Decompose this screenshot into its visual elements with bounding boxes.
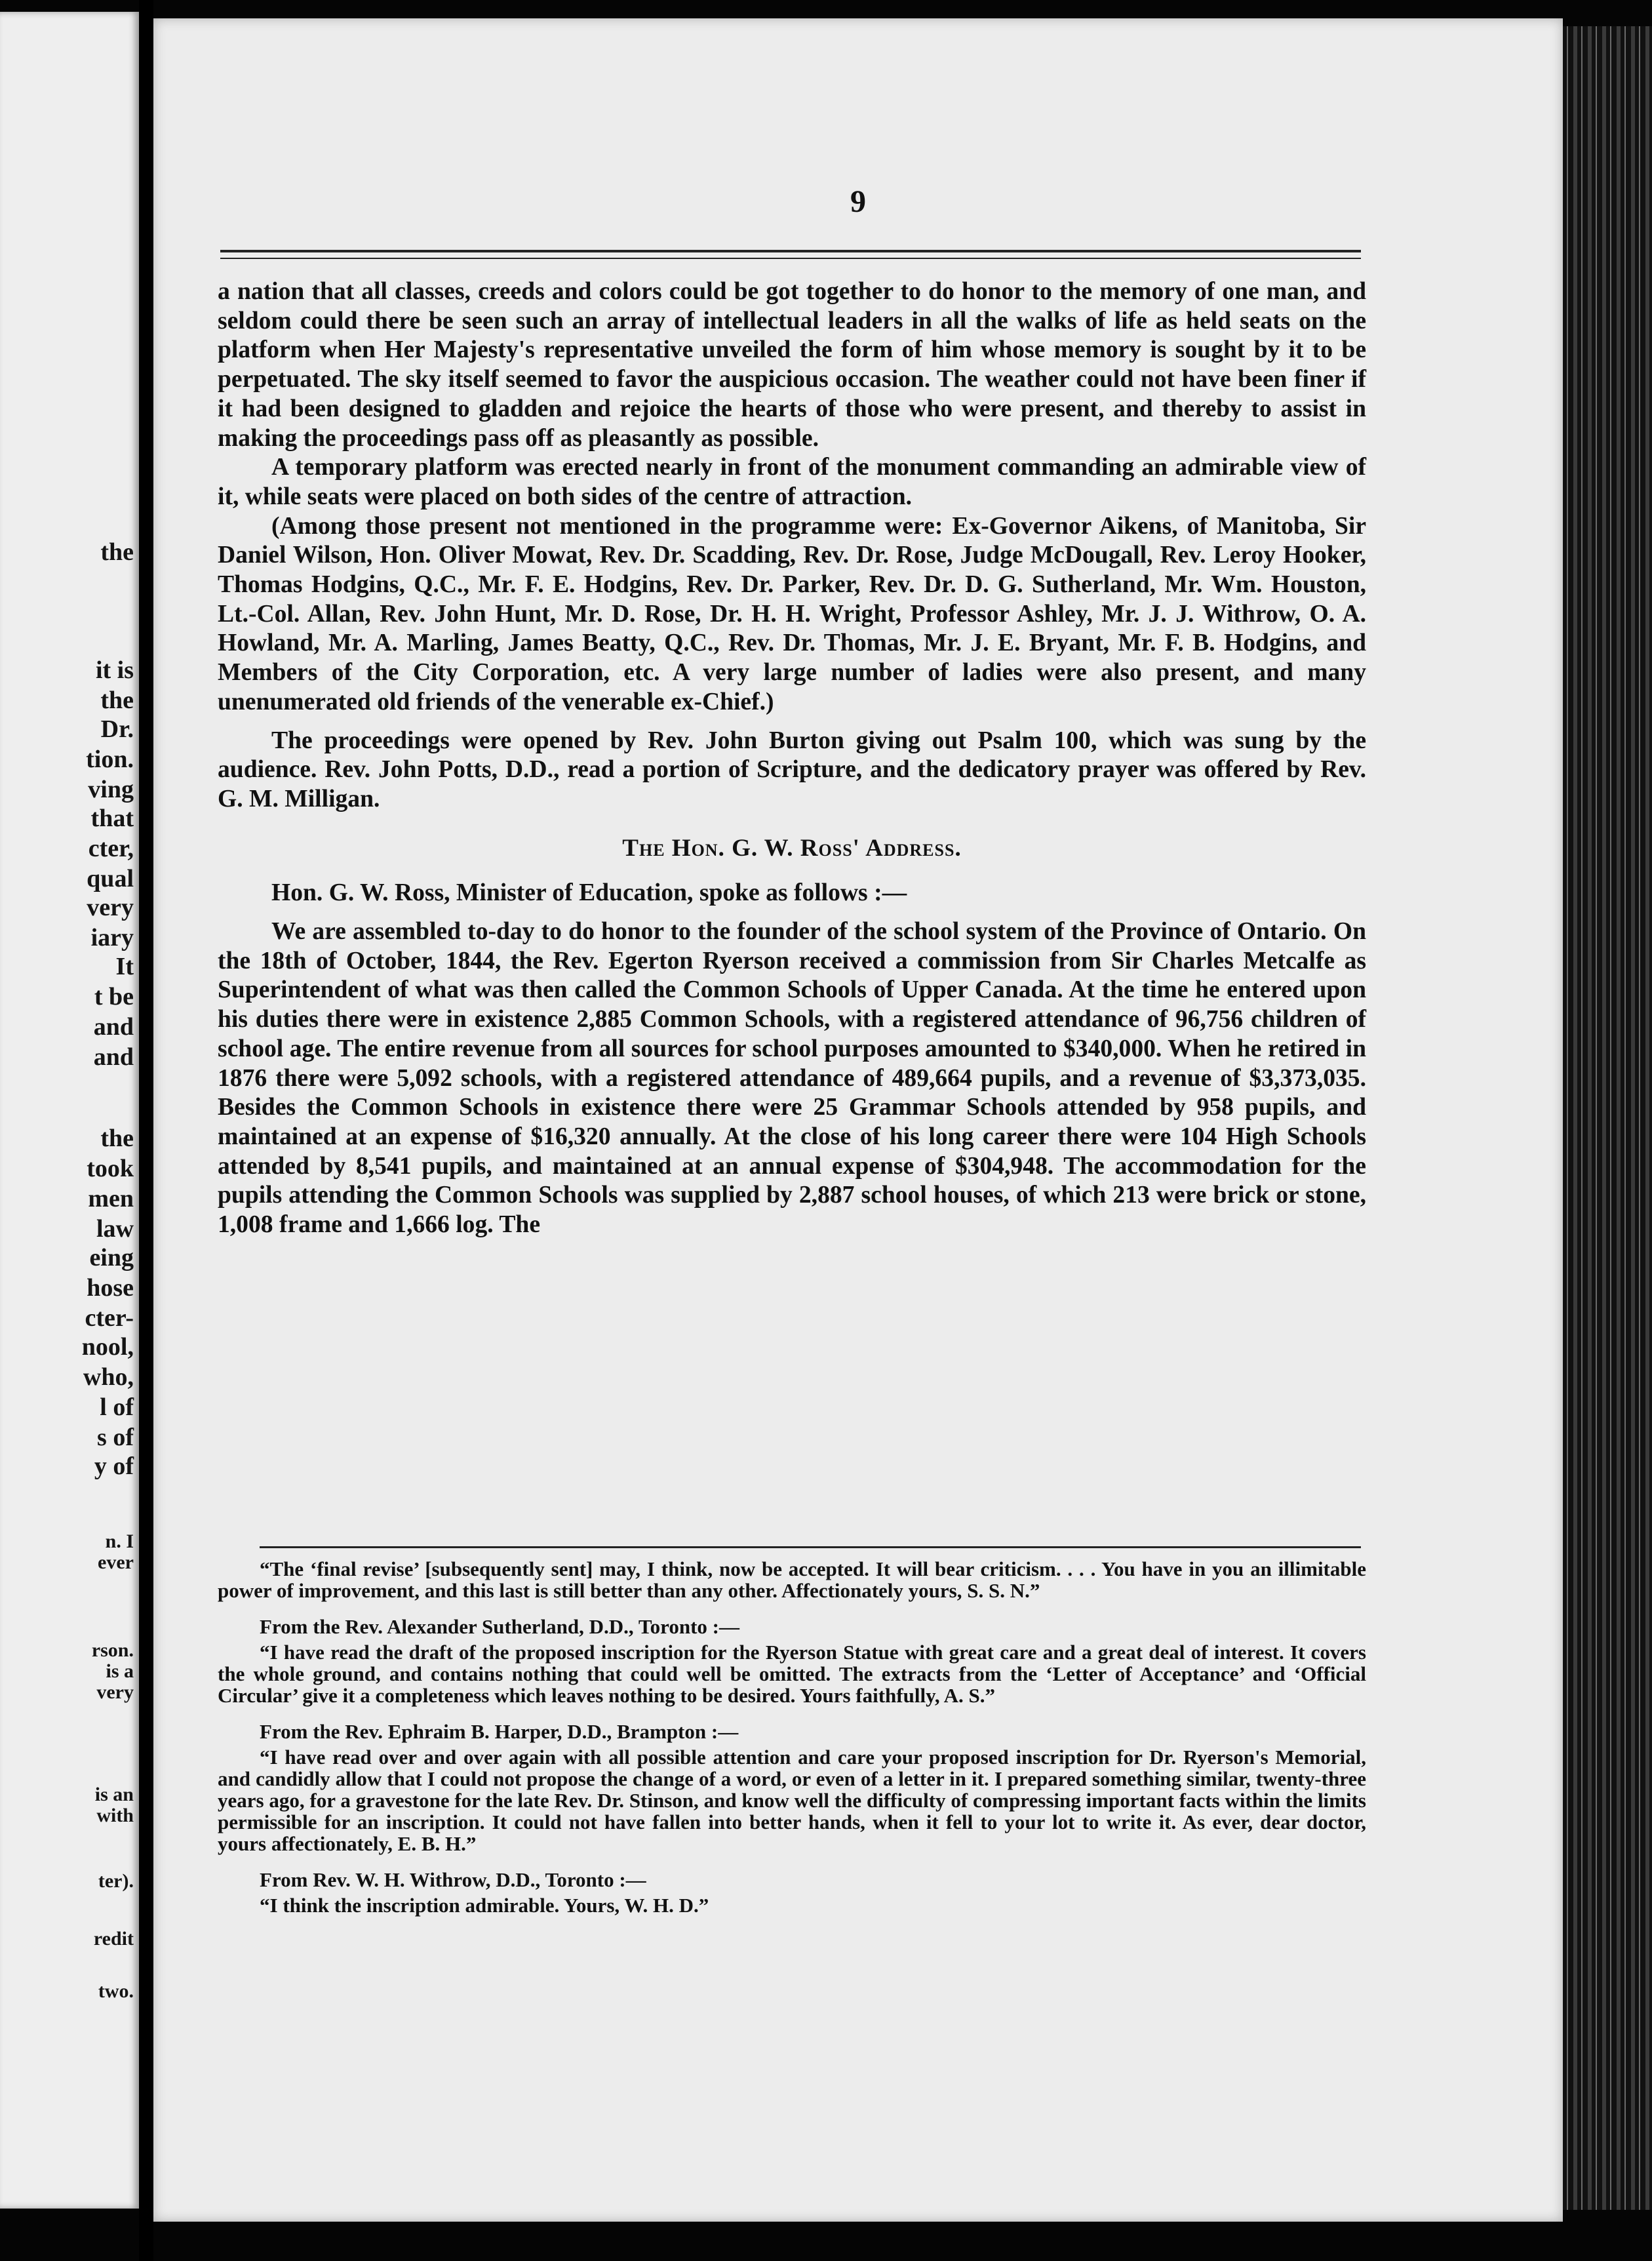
letter-text: “I think the inscription admirable. Yours, W. H. D.” — [260, 1894, 709, 1917]
paragraphs — [218, 277, 1366, 814]
left-page-fragment: is an — [94, 1784, 134, 1805]
left-page-fragment: n. I — [105, 1531, 134, 1552]
footnote-rule — [260, 1546, 1361, 1548]
letter-text: “I have read over and over again with all possible attention and care your proposed inscription for Dr. Ryerson's Memorial, and candidly allow that I could not propose the change of a word, or even of a letter in it. I prepared something similar, twenty-three years ago, for a gravestone for the late Rev. Dr. Stinson, and know well the difficulty of compressing important facts within the limits permissible for an inscription. It could not have fallen into better hands, when it fell to your lot to write it. As ever, dear doctor, yours affectionately, E. B. H.” — [218, 1746, 1366, 1855]
left-page-fragment: and — [93, 1013, 134, 1041]
left-page-fragment: the — [100, 538, 134, 566]
address-intro: Hon. G. W. Ross, Minister of Education, spoke as follows :— — [271, 879, 907, 907]
left-page-fragment: y of — [94, 1452, 134, 1480]
left-page-fragment: very — [96, 1681, 134, 1703]
letter-from-line: From Rev. W. H. Withrow, D.D., Toronto :— — [260, 1868, 646, 1891]
left-page-fragment: ter). — [98, 1870, 134, 1892]
main-page — [153, 18, 1563, 2222]
left-page-fragment: cter, — [88, 835, 134, 862]
letter-from-line: From the Rev. Ephraim B. Harper, D.D., Brampton :— — [260, 1720, 739, 1743]
left-page-fragment: l of — [100, 1393, 134, 1421]
body-paragraph: The proceedings were opened by Rev. John Burton giving out Psalm 100, which was sung by the audience. Rev. John Potts, D.D., read a portion of Scripture, and the dedicatory prayer was offered by Rev. G. M. Milligan. — [218, 727, 1366, 812]
left-page-fragment: ving — [88, 776, 134, 803]
left-page-fragment: with — [96, 1805, 134, 1826]
page-number: 9 — [850, 184, 866, 219]
footnote-opening-quote: “The ‘final revise’ [subsequently sent] may, I think, now be accepted. It will bear criticism. . . . You have in you an illimitable power of improvement, and this last is still better than any other. Affectionately yours, S. S. N.” — [218, 1557, 1366, 1602]
left-page-fragment: nool, — [81, 1333, 134, 1361]
left-page-fragment: eing — [89, 1244, 134, 1271]
left-facing-page — [0, 12, 139, 2209]
left-page-fragment: and — [93, 1043, 134, 1071]
book-gutter — [139, 0, 153, 2261]
left-page-fragment: qual — [87, 865, 134, 892]
left-page-fragment: law — [96, 1215, 134, 1243]
footnotes — [218, 1558, 1366, 1916]
left-page-fragment: took — [87, 1155, 134, 1182]
left-page-fragment: rson. — [91, 1639, 134, 1661]
left-page-fragment: It — [115, 953, 134, 980]
left-page-fragment: ever — [98, 1551, 134, 1573]
body-paragraph: A temporary platform was erected nearly in front of the monument commanding an admirable view of it, while seats were placed on both sides of the centre of attraction. — [218, 454, 1366, 510]
left-page-fragment: who, — [83, 1363, 134, 1391]
left-page-fragment: t be — [94, 983, 134, 1010]
left-page-fragment: tion. — [86, 746, 134, 773]
left-page-fragment: very — [87, 894, 134, 921]
body-paragraph: a nation that all classes, creeds and colors could be got together to do honor to the memory of one man, and seldom could there be seen such an array of intellectual leaders in all the walks of life as held seats on the platform when Her Majesty's representative unveiled the form of him whose memory is sought by it to be perpetuated. The sky itself seemed to favor the auspicious occasion. The weather could not have been finer if it had been designed to gladden and rejoice the hearts of those who were present, and thereby to assist in making the proceedings pass off as pleasantly as possible. — [218, 278, 1366, 452]
left-page-fragment: s of — [97, 1424, 134, 1451]
address-paragraph: We are assembled to-day to do honor to the founder of the school system of the Province of Ontario. On the 18th of October, 1844, the Rev. Egerton Ryerson received a commission from Sir Charles Metcalfe as Superintendent of what was then called the Common Schools of Upper Canada. At the time he entered upon his duties there were in existence 2,885 Common Schools, with a registered attendance of 96,756 children of school age. The entire revenue from all sources for school purposes amounted to $340,000. When he retired in 1876 there were 5,092 schools, with a registered attendance of 489,664 pupils, and a revenue of $3,373,035. Besides the Common Schools in existence there were 25 Grammar Schools attended by 958 pupils, and maintained at an expense of $16,320 annually. At the close of his long career there were 104 High Schools attended by 8,541 pupils, and maintained at an annual expense of $304,948. The accommodation for the pupils attending the Common Schools was supplied by 2,887 school houses, of which 213 were brick or stone, 1,008 frame and 1,666 log. The — [218, 918, 1366, 1239]
left-page-fragment: Dr. — [100, 715, 134, 743]
left-page-fragment: iary — [90, 924, 134, 951]
letter-from-line: From the Rev. Alexander Sutherland, D.D., Toronto :— — [260, 1615, 739, 1638]
letter-text: “I have read the draft of the proposed inscription for the Ryerson Statue with great care and a great deal of interest. It covers the whole ground, and contains nothing that could well be omitted. The extracts from the ‘Letter of Acceptance’ and ‘Official Circular’ give it a completeness which leaves nothing to be desired. Yours faithfully, A. S.” — [218, 1641, 1366, 1707]
left-page-fragment: the — [100, 1125, 134, 1152]
left-page-fragment: men — [88, 1185, 134, 1212]
footnote-letters — [218, 1616, 1366, 1916]
page-edge-stack — [1559, 26, 1652, 2210]
section-heading: The Hon. G. W. Ross' Address. — [622, 834, 962, 862]
left-page-fragment: cter- — [85, 1304, 134, 1332]
left-page-fragment: that — [90, 805, 134, 832]
left-page-fragment: two. — [98, 1980, 134, 2002]
left-page-fragment: hose — [87, 1274, 134, 1302]
left-page-fragment: it is — [95, 656, 134, 684]
body-text — [218, 277, 1366, 1240]
left-page-fragment: redit — [93, 1928, 134, 1950]
header-rule — [220, 250, 1361, 259]
body-paragraph: (Among those present not mentioned in the programme were: Ex-Governor Aikens, of Manitoba, Sir Daniel Wilson, Hon. Oliver Mowat, Rev. Dr. Scadding, Rev. Dr. Rose, Judge McDougall, Rev. Leroy Hooker, Thomas Hodgins, Q.C., Mr. F. E. Hodgins, Rev. Dr. Parker, Rev. Dr. D. G. Sutherland, Mr. Wm. Houston, Lt.-Col. Allan, Rev. John Hunt, Mr. D. Rose, Dr. H. H. Wright, Professor Ashley, Mr. J. J. Withrow, O. A. Howland, Mr. A. Marling, James Beatty, Q.C., Rev. Dr. Thomas, Mr. J. E. Bryant, Mr. F. B. Hodgins, and Members of the City Corporation, etc. A very large number of ladies were also present, and many unenumerated old friends of the venerable ex-Chief.) — [218, 512, 1366, 715]
left-page-fragment: the — [100, 687, 134, 714]
left-page-fragment: is a — [106, 1660, 134, 1682]
